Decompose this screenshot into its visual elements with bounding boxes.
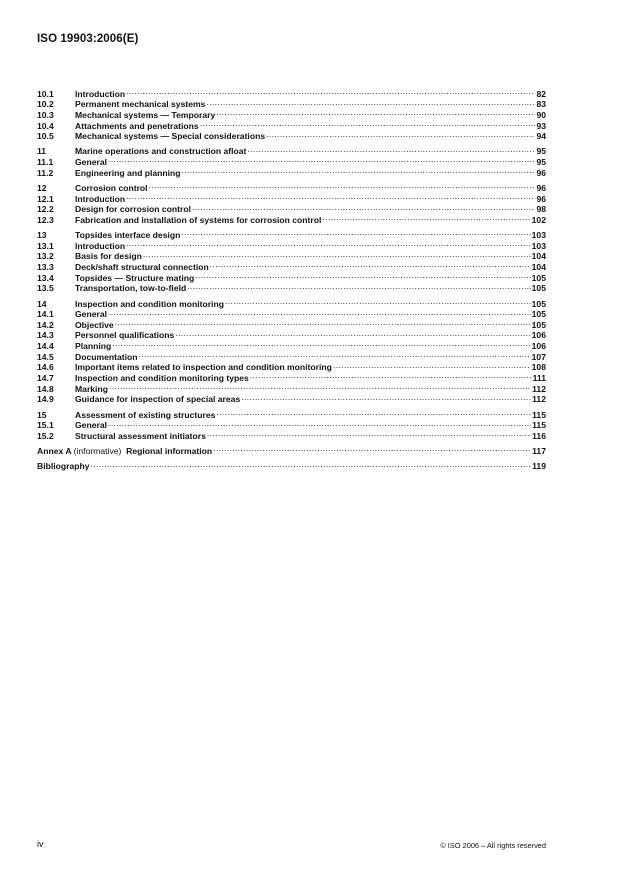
- toc-entry-title: General: [75, 309, 108, 320]
- toc-entry-title: Deck/shaft structural connection: [75, 262, 209, 273]
- toc-entry[interactable]: [37, 180, 546, 191]
- page-number: iv: [37, 839, 44, 849]
- toc-entry[interactable]: [37, 418, 546, 429]
- toc-entry-number: 12.1: [37, 193, 54, 204]
- toc-entry-number: 11.1: [37, 157, 54, 168]
- dot-leader: [322, 212, 530, 223]
- toc-entry-number: 10.3: [37, 109, 54, 120]
- toc-entry-number: 13.5: [37, 283, 54, 294]
- toc-entry-title: Bibliography: [37, 461, 90, 472]
- toc-entry[interactable]: [37, 428, 546, 439]
- toc-entry-page: 117: [532, 446, 546, 457]
- annex-title: Regional information: [126, 446, 213, 457]
- toc-entry-page: 106: [531, 330, 546, 341]
- toc-entry[interactable]: [37, 338, 546, 352]
- toc-entry-page: 105: [531, 283, 546, 294]
- toc-entry-number: 14.8: [37, 383, 54, 394]
- toc-entry-page: 108: [531, 362, 546, 373]
- dot-leader: [139, 349, 531, 360]
- dot-leader: [109, 381, 531, 392]
- toc-entry-title: Personnel qualifications: [75, 330, 175, 341]
- toc-entry-page: 95: [536, 157, 546, 168]
- toc-entry-title: Corrosion control: [75, 182, 148, 193]
- toc-entry-page: 105: [531, 309, 546, 320]
- toc-entry[interactable]: [37, 144, 546, 155]
- toc-entry-page: 95: [536, 146, 546, 157]
- toc-entry-title: Basis for design: [75, 251, 142, 262]
- toc-entry-page: 103: [531, 240, 546, 251]
- dot-leader: [213, 443, 531, 454]
- toc-entry-number: 10.5: [37, 131, 54, 142]
- toc-entry-title: General: [75, 420, 108, 431]
- toc-entry-title: Permanent mechanical systems: [75, 99, 206, 110]
- toc-entry-page: 112: [532, 383, 546, 394]
- toc-entry[interactable]: [37, 392, 546, 403]
- toc-entry-number: 14.3: [37, 330, 54, 341]
- toc-entry[interactable]: [37, 165, 546, 176]
- toc-entry-number: 14.4: [37, 341, 54, 352]
- dot-leader: [195, 270, 530, 281]
- toc-entry-number: 14.1: [37, 309, 54, 320]
- dot-leader: [126, 86, 535, 97]
- toc-entry-page: 116: [532, 430, 546, 441]
- toc-entry-title: Mechanical systems — Temporary: [75, 109, 216, 120]
- toc-entry-page: 98: [536, 204, 546, 215]
- toc-entry-title: Planning: [75, 341, 112, 352]
- dot-leader: [225, 296, 531, 307]
- dot-leader: [112, 338, 530, 349]
- toc-entry-title: General: [75, 157, 108, 168]
- toc-entry[interactable]: [37, 86, 546, 97]
- toc-entry-title: Introduction: [75, 193, 126, 204]
- dot-leader: [200, 118, 536, 129]
- toc-entry-title: Transportation, tow-to-field: [75, 283, 187, 294]
- toc-group: [37, 144, 546, 176]
- toc-entry-page: 111: [532, 373, 546, 384]
- dot-leader: [250, 370, 532, 381]
- dot-leader: [241, 392, 531, 403]
- toc-entry-title: Structural assessment initiators: [75, 430, 206, 441]
- toc-entry-title: Introduction: [75, 88, 126, 99]
- toc-entry-number: 15: [37, 409, 47, 420]
- toc-entry-number: 10.4: [37, 120, 54, 131]
- dot-leader: [207, 428, 531, 439]
- toc-entry[interactable]: [37, 154, 546, 168]
- dot-leader: [126, 238, 531, 249]
- toc-entry-title: Attachments and penetrations: [75, 120, 199, 131]
- toc-entry-title: Guidance for inspection of special areas: [75, 394, 241, 405]
- toc-annex-group: [37, 443, 546, 457]
- toc-entry-number: 12.2: [37, 204, 54, 215]
- toc-group: [37, 227, 546, 294]
- dot-leader: [216, 107, 535, 118]
- dot-leader: [149, 180, 536, 191]
- toc-entry[interactable]: [37, 349, 546, 360]
- toc-entry-title: Introduction: [75, 240, 126, 251]
- dot-leader: [115, 317, 531, 328]
- toc-entry-number: 11: [37, 146, 47, 157]
- toc-entry-page: 83: [536, 99, 546, 110]
- toc-entry-number: 13: [37, 230, 47, 241]
- dot-leader: [206, 97, 535, 108]
- toc-entry-number: 14.5: [37, 351, 54, 362]
- toc-group: [37, 86, 546, 142]
- dot-leader: [126, 191, 535, 202]
- toc-entry-page: 103: [531, 230, 546, 241]
- dot-leader: [175, 328, 530, 339]
- toc-entry-title: Design for corrosion control: [75, 204, 192, 215]
- dot-leader: [181, 227, 530, 238]
- dot-leader: [210, 259, 531, 270]
- toc-entry-page: 96: [536, 167, 546, 178]
- toc-entry-title: [37, 446, 212, 457]
- toc-entry-title: Inspection and condition monitoring types: [75, 373, 249, 384]
- dot-leader: [192, 202, 535, 213]
- annex-qualifier: (informative): [73, 446, 122, 457]
- toc-entry-title: Documentation: [75, 351, 138, 362]
- toc-entry-page: 94: [536, 131, 546, 142]
- toc-entry-number: 13.3: [37, 262, 54, 273]
- toc-entry-title: Fabrication and installation of systems for corrosion control: [75, 214, 322, 225]
- dot-leader: [187, 281, 530, 292]
- toc-entry[interactable]: [37, 296, 546, 307]
- toc-entry-number: 10.1: [37, 88, 54, 99]
- toc-entry[interactable]: [37, 407, 546, 418]
- toc-entry-title: Inspection and condition monitoring: [75, 298, 224, 309]
- toc-entry-number: 15.1: [37, 420, 54, 431]
- toc-group: [37, 180, 546, 223]
- toc-entry-title: Topsides — Structure mating: [75, 272, 195, 283]
- toc-entry-number: 12: [37, 182, 47, 193]
- toc-entry-page: 82: [536, 88, 546, 99]
- toc-entry-page: 90: [536, 109, 546, 120]
- toc-entry-page: 104: [531, 262, 546, 273]
- toc-entry-title: Marine operations and construction afloat: [75, 146, 247, 157]
- toc-entry-title: Mechanical systems — Special considerations: [75, 131, 266, 142]
- toc-entry-page: 112: [532, 394, 546, 405]
- toc-entry-page: 105: [531, 272, 546, 283]
- dot-leader: [247, 144, 535, 155]
- toc-group: [37, 296, 546, 405]
- toc-entry[interactable]: [37, 227, 546, 241]
- toc-entry-page: 119: [532, 461, 546, 472]
- toc-entry-page: 105: [531, 319, 546, 330]
- copyright-notice: © ISO 2006 – All rights reserved: [440, 841, 546, 850]
- toc-entry-title: Important items related to inspection and condition monitoring: [75, 362, 332, 373]
- toc-entry-page: 104: [531, 251, 546, 262]
- toc-bibliography-entry[interactable]: [37, 459, 546, 470]
- toc-entry-title: Engineering and planning: [75, 167, 181, 178]
- toc-entry[interactable]: [37, 307, 546, 318]
- toc-entry-page: 102: [531, 214, 546, 225]
- toc-entry-title: Objective: [75, 319, 114, 330]
- toc-entry-number: 12.3: [37, 214, 54, 225]
- toc-entry-page: 107: [531, 351, 546, 362]
- dot-leader: [108, 418, 531, 429]
- toc-entry-number: 14.9: [37, 394, 54, 405]
- dot-leader: [91, 459, 532, 470]
- toc-entry-number: 13.1: [37, 240, 54, 251]
- dot-leader: [143, 249, 531, 260]
- toc-entry-page: 96: [536, 193, 546, 204]
- toc-entry[interactable]: [37, 381, 546, 392]
- table-of-contents: [37, 86, 546, 474]
- toc-entry-page: 105: [531, 298, 546, 309]
- toc-entry-number: 14.2: [37, 319, 54, 330]
- dot-leader: [266, 129, 535, 140]
- toc-entry-number: 14.7: [37, 373, 54, 384]
- toc-entry-page: 106: [531, 341, 546, 352]
- toc-entry-page: 96: [536, 182, 546, 193]
- toc-entry-title: Assessment of existing structures: [75, 409, 216, 420]
- toc-bibliography-group: [37, 459, 546, 470]
- toc-entry-number: 14: [37, 298, 47, 309]
- toc-annex-entry[interactable]: [37, 443, 546, 457]
- toc-entry-title: Topsides interface design: [75, 230, 181, 241]
- dot-leader: [108, 154, 535, 165]
- dot-leader: [216, 407, 531, 418]
- toc-entry-number: 13.2: [37, 251, 54, 262]
- annex-label: Annex A: [37, 446, 72, 457]
- dot-leader: [182, 165, 536, 176]
- toc-entry-number: 15.2: [37, 430, 54, 441]
- toc-entry-page: 115: [532, 409, 546, 420]
- document-id-header: ISO 19903:2006(E): [37, 33, 139, 45]
- toc-entry-number: 11.2: [37, 167, 54, 178]
- dot-leader: [108, 307, 531, 318]
- toc-group: [37, 407, 546, 439]
- toc-entry-page: 93: [536, 120, 546, 131]
- toc-entry[interactable]: [37, 317, 546, 328]
- toc-entry-number: 13.4: [37, 272, 54, 283]
- toc-entry-title: Marking: [75, 383, 108, 394]
- dot-leader: [333, 360, 531, 371]
- toc-entry-number: 14.6: [37, 362, 54, 373]
- toc-entry-number: 10.2: [37, 99, 54, 110]
- toc-entry-page: 115: [532, 420, 546, 431]
